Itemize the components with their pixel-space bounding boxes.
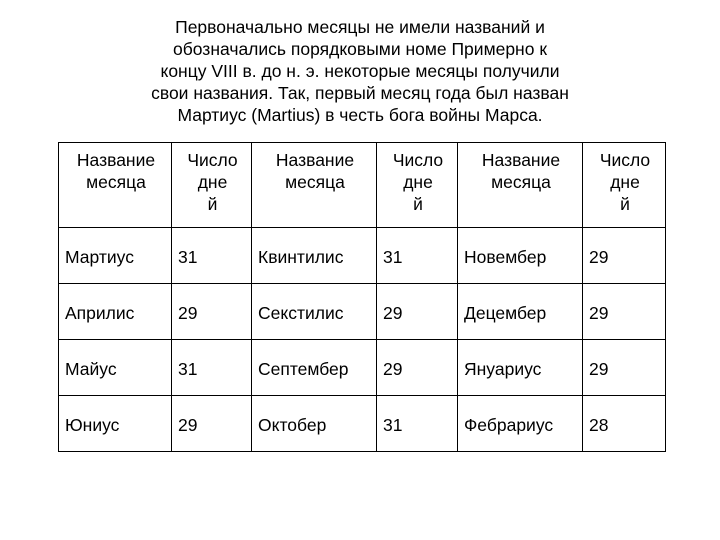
month-name-cell: Квинтилис xyxy=(252,228,377,284)
intro-line: Первоначально месяцы не имели названий и xyxy=(175,17,545,37)
days-cell: 29 xyxy=(583,340,666,396)
header-line: месяца xyxy=(491,172,551,192)
days-cell: 29 xyxy=(583,228,666,284)
days-cell: 29 xyxy=(172,396,252,452)
header-line: й xyxy=(413,194,423,214)
header-line: месяца xyxy=(285,172,345,192)
intro-line: Мартиус (Martius) в честь бога войны Марса. xyxy=(177,105,543,125)
intro-paragraph xyxy=(120,16,600,126)
header-line: й xyxy=(620,194,630,214)
month-name-cell: Мартиус xyxy=(59,228,172,284)
months-table xyxy=(58,142,666,452)
table-header-row xyxy=(59,143,666,228)
month-name-cell: Октобер xyxy=(252,396,377,452)
header-month-name xyxy=(458,143,583,228)
intro-line: концу VIII в. до н. э. некоторые месяцы получили xyxy=(160,61,560,81)
header-line: дне xyxy=(403,172,433,192)
days-cell: 31 xyxy=(377,396,458,452)
header-line: Название xyxy=(481,150,561,170)
month-name-cell: Юниус xyxy=(59,396,172,452)
header-days xyxy=(172,143,252,228)
intro-line: обозначались порядковыми номе Примерно к xyxy=(173,39,547,59)
header-line: Число xyxy=(187,150,238,170)
month-name-cell: Септембер xyxy=(252,340,377,396)
days-cell: 31 xyxy=(377,228,458,284)
table-row xyxy=(59,396,666,452)
header-line: Название xyxy=(275,150,355,170)
month-name-cell: Фебрариус xyxy=(458,396,583,452)
header-line: Число xyxy=(599,150,651,170)
table-row xyxy=(59,228,666,284)
days-cell: 28 xyxy=(583,396,666,452)
month-name-cell: Януариус xyxy=(458,340,583,396)
days-cell: 31 xyxy=(172,340,252,396)
table-row xyxy=(59,340,666,396)
header-line: й xyxy=(207,194,218,214)
month-name-cell: Децембер xyxy=(458,284,583,340)
month-name-cell: Майус xyxy=(59,340,172,396)
month-name-cell: Априлис xyxy=(59,284,172,340)
header-line: Название xyxy=(76,150,156,170)
header-month-name xyxy=(252,143,377,228)
header-line: дне xyxy=(197,172,228,192)
header-line: Число xyxy=(392,150,444,170)
days-cell: 29 xyxy=(377,284,458,340)
month-name-cell: Новембер xyxy=(458,228,583,284)
header-month-name xyxy=(59,143,172,228)
days-cell: 29 xyxy=(377,340,458,396)
table-row xyxy=(59,284,666,340)
header-days xyxy=(377,143,458,228)
intro-line: свои названия. Так, первый месяц года был назван xyxy=(151,83,569,103)
days-cell: 29 xyxy=(583,284,666,340)
days-cell: 31 xyxy=(172,228,252,284)
header-days xyxy=(583,143,666,228)
month-name-cell: Секстилис xyxy=(252,284,377,340)
header-line: месяца xyxy=(86,172,146,192)
days-cell: 29 xyxy=(172,284,252,340)
header-line: дне xyxy=(610,172,640,192)
